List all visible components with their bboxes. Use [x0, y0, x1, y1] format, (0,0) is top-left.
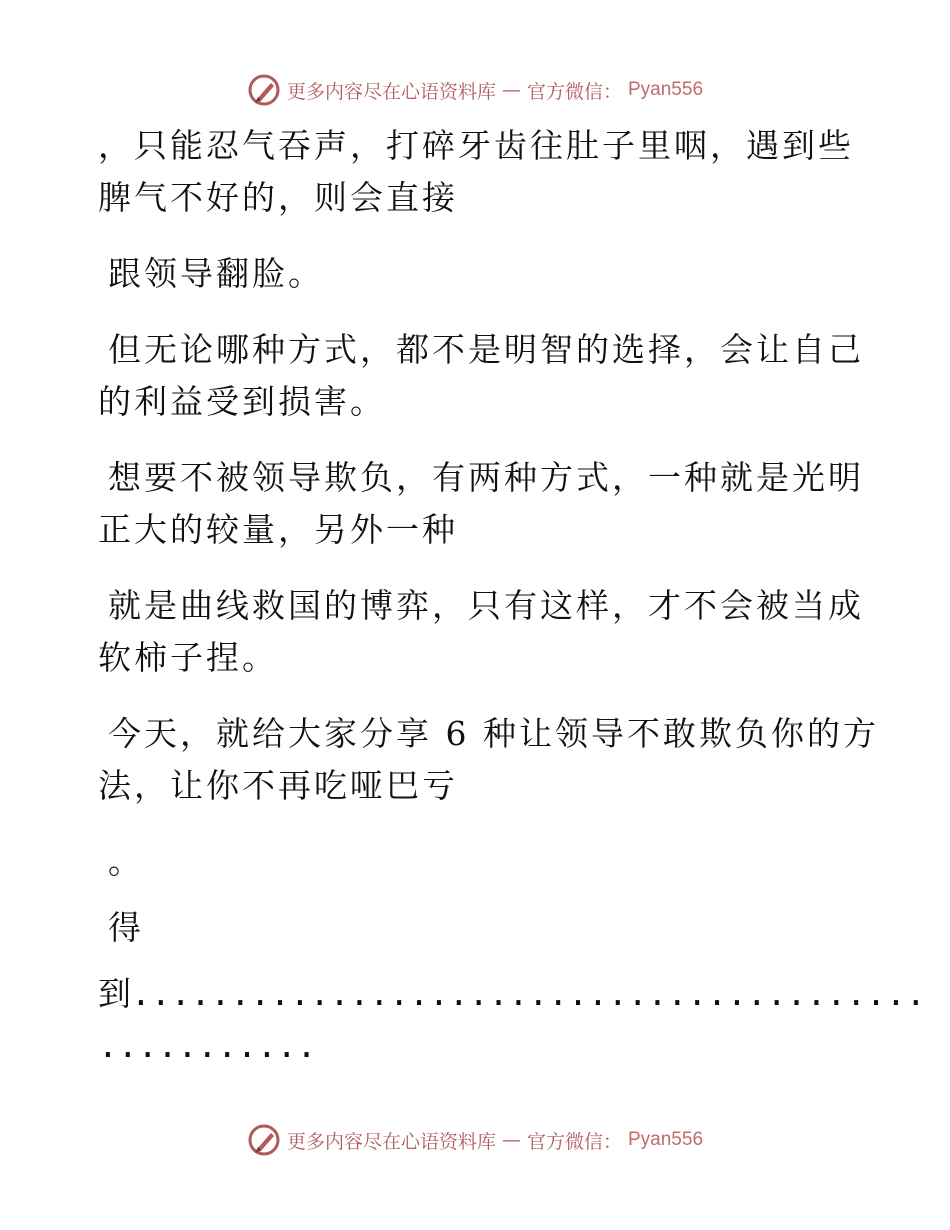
text-line: 正大的较量，另外一种 [98, 510, 458, 549]
paragraph-7 [98, 836, 838, 888]
text-line: 但无论哪种方式，都不是明智的选择，会让自己 [108, 330, 864, 369]
watermark-label: 官方微信： [526, 1130, 622, 1153]
text-line: 跟领导翻脸。 [108, 254, 324, 293]
watermark-text: 更多内容尽在心语资料库 [286, 1130, 496, 1153]
text-line: 软柿子捏。 [98, 638, 278, 677]
watermark-separator: — [501, 1129, 521, 1151]
watermark-separator: — [501, 79, 521, 101]
text-line: 的利益受到损害。 [98, 382, 386, 421]
footer-watermark [0, 1120, 950, 1160]
watermark-handle: Pyan556 [628, 1129, 704, 1150]
text-line: 到........................................ [98, 974, 926, 1013]
pen-logo-icon [247, 73, 281, 107]
pen-logo-icon [247, 1123, 281, 1157]
text-line: 想要不被领导欺负，有两种方式，一种就是光明 [108, 458, 864, 497]
paragraph-9 [98, 968, 926, 1072]
text-line: ........... [98, 1026, 317, 1065]
watermark-label: 官方微信： [526, 80, 622, 103]
paragraph-3 [98, 324, 864, 428]
text-line: 得 [108, 908, 144, 947]
text-line: 法，让你不再吃哑巴亏 [98, 766, 458, 805]
paragraph-8 [98, 902, 838, 954]
text-line: ，只能忍气吞声，打碎牙齿往肚子里咽，遇到些 [98, 126, 854, 165]
paragraph-5 [98, 580, 864, 684]
watermark-handle: Pyan556 [628, 79, 704, 100]
paragraph-2 [98, 248, 838, 300]
paragraph-1 [98, 120, 854, 224]
paragraph-6 [98, 708, 879, 812]
text-line: 。 [108, 842, 144, 881]
text-line: 今天，就给大家分享 6 种让领导不敢欺负你的方 [108, 714, 879, 753]
paragraph-4 [98, 452, 864, 556]
document-body [98, 120, 926, 1096]
header-watermark [0, 70, 950, 110]
text-line: 就是曲线救国的博弈，只有这样，才不会被当成 [108, 586, 864, 625]
watermark-text: 更多内容尽在心语资料库 [286, 80, 496, 103]
text-line: 脾气不好的，则会直接 [98, 178, 458, 217]
